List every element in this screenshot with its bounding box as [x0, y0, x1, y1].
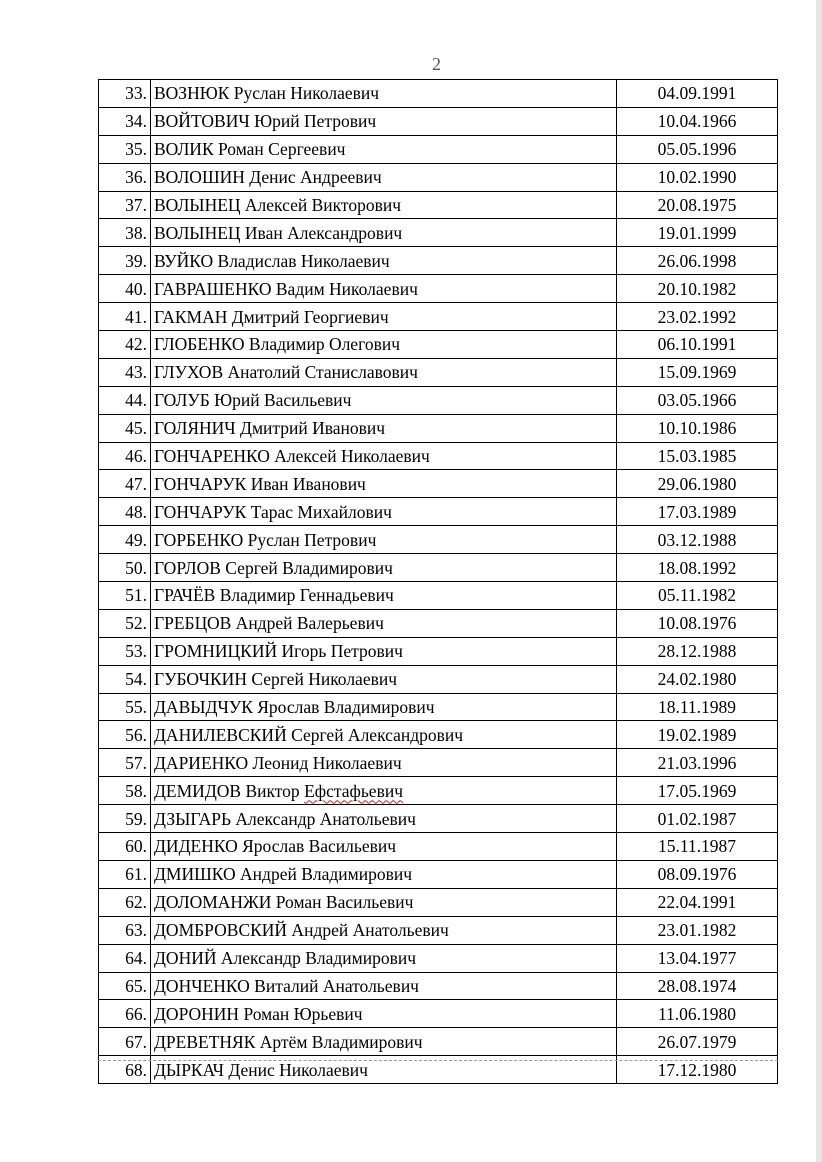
row-number: 44.: [99, 386, 151, 414]
birth-date: 23.02.1992: [617, 303, 778, 331]
table-row: [99, 442, 778, 470]
full-name: ГЛОБЕНКО Владимир Олегович: [151, 331, 617, 359]
table-row: [99, 637, 778, 665]
full-name: ДАВЫДЧУК Ярослав Владимирович: [151, 693, 617, 721]
birth-date: 11.06.1980: [617, 1000, 778, 1028]
row-number: 38.: [99, 219, 151, 247]
table-row: [99, 526, 778, 554]
table-row: [99, 219, 778, 247]
full-name: ДЫРКАЧ Денис Николаевич: [151, 1056, 617, 1084]
table-row: [99, 163, 778, 191]
row-number: 47.: [99, 470, 151, 498]
row-number: 51.: [99, 582, 151, 610]
table-row: [99, 777, 778, 805]
row-number: 65.: [99, 972, 151, 1000]
birth-date: 20.10.1982: [617, 275, 778, 303]
full-name: ГОЛУБ Юрий Васильевич: [151, 386, 617, 414]
row-number: 34.: [99, 107, 151, 135]
table-row: [99, 749, 778, 777]
row-number: 40.: [99, 275, 151, 303]
table-row: [99, 498, 778, 526]
row-number: 58.: [99, 777, 151, 805]
birth-date: 03.12.1988: [617, 526, 778, 554]
birth-date: 17.05.1969: [617, 777, 778, 805]
full-name: ВОЛЫНЕЦ Иван Александрович: [151, 219, 617, 247]
birth-date: 05.11.1982: [617, 582, 778, 610]
row-number: 50.: [99, 554, 151, 582]
row-number: 63.: [99, 916, 151, 944]
birth-date: 15.11.1987: [617, 833, 778, 861]
full-name: ВОЛИК Роман Сергеевич: [151, 135, 617, 163]
birth-date: 10.08.1976: [617, 609, 778, 637]
page-break-line: [98, 1060, 778, 1061]
birth-date: 24.02.1980: [617, 665, 778, 693]
birth-date: 10.04.1966: [617, 107, 778, 135]
full-name: ГОНЧАРУК Иван Иванович: [151, 470, 617, 498]
row-number: 41.: [99, 303, 151, 331]
table-row: [99, 888, 778, 916]
birth-date: 19.01.1999: [617, 219, 778, 247]
birth-date: 17.12.1980: [617, 1056, 778, 1084]
table-row: [99, 972, 778, 1000]
birth-date: 15.03.1985: [617, 442, 778, 470]
birth-date: 03.05.1966: [617, 386, 778, 414]
row-number: 35.: [99, 135, 151, 163]
birth-date: 18.08.1992: [617, 554, 778, 582]
table-row: [99, 693, 778, 721]
full-name: ДОРОНИН Роман Юрьевич: [151, 1000, 617, 1028]
full-name: ГАКМАН Дмитрий Георгиевич: [151, 303, 617, 331]
full-name: ГОЛЯНИЧ Дмитрий Иванович: [151, 414, 617, 442]
full-name: ДОНЧЕНКО Виталий Анатольевич: [151, 972, 617, 1000]
table-row: [99, 414, 778, 442]
table-row: [99, 470, 778, 498]
birth-date: 28.08.1974: [617, 972, 778, 1000]
birth-date: 26.07.1979: [617, 1028, 778, 1056]
row-number: 36.: [99, 163, 151, 191]
row-number: 49.: [99, 526, 151, 554]
full-name: ВУЙКО Владислав Николаевич: [151, 247, 617, 275]
page-edge: [816, 0, 822, 1162]
row-number: 52.: [99, 609, 151, 637]
full-name: ГЛУХОВ Анатолий Станиславович: [151, 358, 617, 386]
row-number: 61.: [99, 860, 151, 888]
full-name: ГОНЧАРЕНКО Алексей Николаевич: [151, 442, 617, 470]
table-row: [99, 554, 778, 582]
full-name: ДАНИЛЕВСКИЙ Сергей Александрович: [151, 721, 617, 749]
full-name: ДОНИЙ Александр Владимирович: [151, 944, 617, 972]
table-row: [99, 1000, 778, 1028]
birth-date: 23.01.1982: [617, 916, 778, 944]
birth-date: 06.10.1991: [617, 331, 778, 359]
full-name: ВОЙТОВИЧ Юрий Петрович: [151, 107, 617, 135]
full-name: ГУБОЧКИН Сергей Николаевич: [151, 665, 617, 693]
table-row: [99, 386, 778, 414]
row-number: 67.: [99, 1028, 151, 1056]
row-number: 62.: [99, 888, 151, 916]
row-number: 37.: [99, 191, 151, 219]
table-row: [99, 665, 778, 693]
table-row: [99, 107, 778, 135]
table-row: [99, 1028, 778, 1056]
table-row: [99, 721, 778, 749]
full-name: ДОМБРОВСКИЙ Андрей Анатольевич: [151, 916, 617, 944]
row-number: 55.: [99, 693, 151, 721]
table-row: [99, 191, 778, 219]
table-row: [99, 80, 778, 108]
row-number: 46.: [99, 442, 151, 470]
row-number: 39.: [99, 247, 151, 275]
birth-date: 26.06.1998: [617, 247, 778, 275]
table-row: [99, 916, 778, 944]
table-row: [99, 805, 778, 833]
full-name: ДИДЕНКО Ярослав Васильевич: [151, 833, 617, 861]
row-number: 56.: [99, 721, 151, 749]
birth-date: 28.12.1988: [617, 637, 778, 665]
table-row: [99, 275, 778, 303]
birth-date: 10.10.1986: [617, 414, 778, 442]
row-number: 54.: [99, 665, 151, 693]
full-name: ГОРЛОВ Сергей Владимирович: [151, 554, 617, 582]
table-row: [99, 944, 778, 972]
birth-date: 18.11.1989: [617, 693, 778, 721]
birth-date: 08.09.1976: [617, 860, 778, 888]
birth-date: 10.02.1990: [617, 163, 778, 191]
birth-date: 22.04.1991: [617, 888, 778, 916]
row-number: 48.: [99, 498, 151, 526]
row-number: 64.: [99, 944, 151, 972]
full-name: ДОЛОМАНЖИ Роман Васильевич: [151, 888, 617, 916]
row-number: 66.: [99, 1000, 151, 1028]
full-name: ДАРИЕНКО Леонид Николаевич: [151, 749, 617, 777]
table-row: [99, 833, 778, 861]
row-number: 60.: [99, 833, 151, 861]
table-row: [99, 135, 778, 163]
birth-date: 20.08.1975: [617, 191, 778, 219]
full-name: ВОЛЫНЕЦ Алексей Викторович: [151, 191, 617, 219]
birth-date: 21.03.1996: [617, 749, 778, 777]
full-name: ВОЗНЮК Руслан Николаевич: [151, 80, 617, 108]
birth-date: 15.09.1969: [617, 358, 778, 386]
row-number: 57.: [99, 749, 151, 777]
birth-date: 19.02.1989: [617, 721, 778, 749]
birth-date: 01.02.1987: [617, 805, 778, 833]
table-row: [99, 860, 778, 888]
birth-date: 29.06.1980: [617, 470, 778, 498]
table-body: [99, 80, 778, 1084]
table-row: [99, 331, 778, 359]
row-number: 42.: [99, 331, 151, 359]
row-number: 43.: [99, 358, 151, 386]
birth-date: 13.04.1977: [617, 944, 778, 972]
row-number: 59.: [99, 805, 151, 833]
table-row: [99, 582, 778, 610]
full-name: ГРЕБЦОВ Андрей Валерьевич: [151, 609, 617, 637]
spellcheck-flagged-word: Ефстафьевич: [304, 780, 404, 801]
full-name: ГРАЧЁВ Владимир Геннадьевич: [151, 582, 617, 610]
full-name: ГАВРАШЕНКО Вадим Николаевич: [151, 275, 617, 303]
full-name: ГОНЧАРУК Тарас Михайлович: [151, 498, 617, 526]
table-row: [99, 358, 778, 386]
table-row: [99, 247, 778, 275]
row-number: 68.: [99, 1056, 151, 1084]
birth-date: 17.03.1989: [617, 498, 778, 526]
table-row: [99, 303, 778, 331]
full-name: ДМИШКО Андрей Владимирович: [151, 860, 617, 888]
full-name: ВОЛОШИН Денис Андреевич: [151, 163, 617, 191]
full-name: ГРОМНИЦКИЙ Игорь Петрович: [151, 637, 617, 665]
row-number: 45.: [99, 414, 151, 442]
full-name: ГОРБЕНКО Руслан Петрович: [151, 526, 617, 554]
row-number: 53.: [99, 637, 151, 665]
birth-date: 04.09.1991: [617, 80, 778, 108]
row-number: 33.: [99, 80, 151, 108]
birth-date: 05.05.1996: [617, 135, 778, 163]
personnel-table: [98, 79, 778, 1084]
full-name: ДЗЫГАРЬ Александр Анатольевич: [151, 805, 617, 833]
page-number: 2: [432, 54, 441, 74]
full-name: ДРЕВЕТНЯК Артём Владимирович: [151, 1028, 617, 1056]
table-row: [99, 609, 778, 637]
full-name: ДЕМИДОВ Виктор Ефстафьевич: [151, 777, 617, 805]
